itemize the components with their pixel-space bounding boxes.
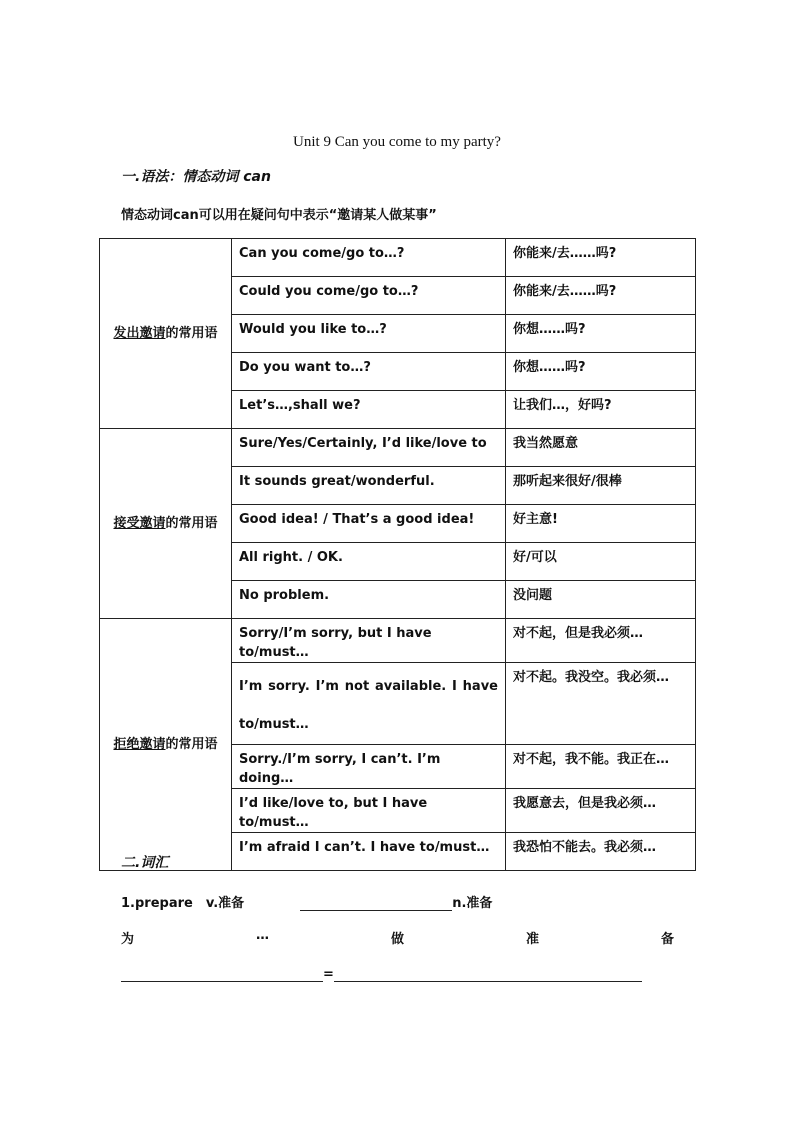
invitation-table xyxy=(99,238,696,871)
answer-blank[interactable] xyxy=(334,966,642,982)
phrase-en: It sounds great/wonderful. xyxy=(232,467,506,505)
spread-char: … xyxy=(256,928,269,943)
phrase-en: I’m sorry. I’m not available. I have to/must… xyxy=(232,663,506,745)
answer-blank[interactable] xyxy=(300,895,452,911)
phrase-en: All right. / OK. xyxy=(232,543,506,581)
phrase-zh: 好/可以 xyxy=(506,543,696,581)
phrase-en: Can you come/go to…? xyxy=(232,239,506,277)
phrase-zh: 那听起来很好/很棒 xyxy=(506,467,696,505)
phrase-en: Would you like to…? xyxy=(232,315,506,353)
phrase-en: Sorry./I’m sorry, I can’t. I’m doing… xyxy=(232,745,506,789)
group-label-refuse: 拒绝邀请的常用语 xyxy=(100,619,232,871)
spread-char: 为 xyxy=(121,932,135,947)
answer-blank[interactable] xyxy=(121,966,323,982)
phrase-en: Sorry/I’m sorry, but I have to/must… xyxy=(232,619,506,663)
phrase-zh: 你想……吗? xyxy=(506,315,696,353)
equals-sign: = xyxy=(323,967,334,982)
phrase-zh: 对不起。我没空。我必须… xyxy=(506,663,696,745)
spread-char: 备 xyxy=(660,932,674,947)
vocab-pos: v.准备 xyxy=(205,896,245,911)
spread-char: 做 xyxy=(390,932,404,947)
phrase-zh: 让我们…，好吗? xyxy=(506,391,696,429)
phrase-zh: 我当然愿意 xyxy=(506,429,696,467)
table-row xyxy=(100,429,696,467)
spread-char: 准 xyxy=(525,932,539,947)
vocab-heading: 二.词汇 xyxy=(121,855,169,871)
phrase-en: Let’s…,shall we? xyxy=(232,391,506,429)
phrase-en: I’m afraid I can’t. I have to/must… xyxy=(232,833,506,871)
group-label-accept: 接受邀请的常用语 xyxy=(100,429,232,619)
phrase-zh: 你能来/去……吗? xyxy=(506,239,696,277)
phrase-zh: 对不起，我不能。我正在… xyxy=(506,745,696,789)
spread-phrase xyxy=(121,928,674,947)
vocab-noun: n.准备 xyxy=(452,896,493,911)
phrase-zh: 对不起，但是我必须… xyxy=(506,619,696,663)
phrase-en: No problem. xyxy=(232,581,506,619)
phrase-zh: 没问题 xyxy=(506,581,696,619)
vocab-item-prepare xyxy=(121,892,492,911)
table-row xyxy=(100,619,696,663)
grammar-intro: 情态动词can可以用在疑问句中表示“邀请某人做某事” xyxy=(121,208,437,223)
phrase-zh: 我愿意去，但是我必须… xyxy=(506,789,696,833)
vocab-word: 1.prepare xyxy=(121,896,193,911)
table-row xyxy=(100,239,696,277)
phrase-zh: 你想……吗? xyxy=(506,353,696,391)
phrase-zh: 好主意! xyxy=(506,505,696,543)
phrase-en: I’d like/love to, but I have to/must… xyxy=(232,789,506,833)
phrase-zh: 我恐怕不能去。我必须… xyxy=(506,833,696,871)
phrase-en: Do you want to…? xyxy=(232,353,506,391)
answer-line xyxy=(121,966,642,982)
phrase-en: Sure/Yes/Certainly, I’d like/love to xyxy=(232,429,506,467)
phrase-en: Could you come/go to…? xyxy=(232,277,506,315)
phrase-en: Good idea! / That’s a good idea! xyxy=(232,505,506,543)
grammar-heading: 一.语法：情态动词 can xyxy=(121,169,271,185)
group-label-issue: 发出邀请的常用语 xyxy=(100,239,232,429)
phrase-zh: 你能来/去……吗? xyxy=(506,277,696,315)
page-title: Unit 9 Can you come to my party? xyxy=(293,134,501,150)
